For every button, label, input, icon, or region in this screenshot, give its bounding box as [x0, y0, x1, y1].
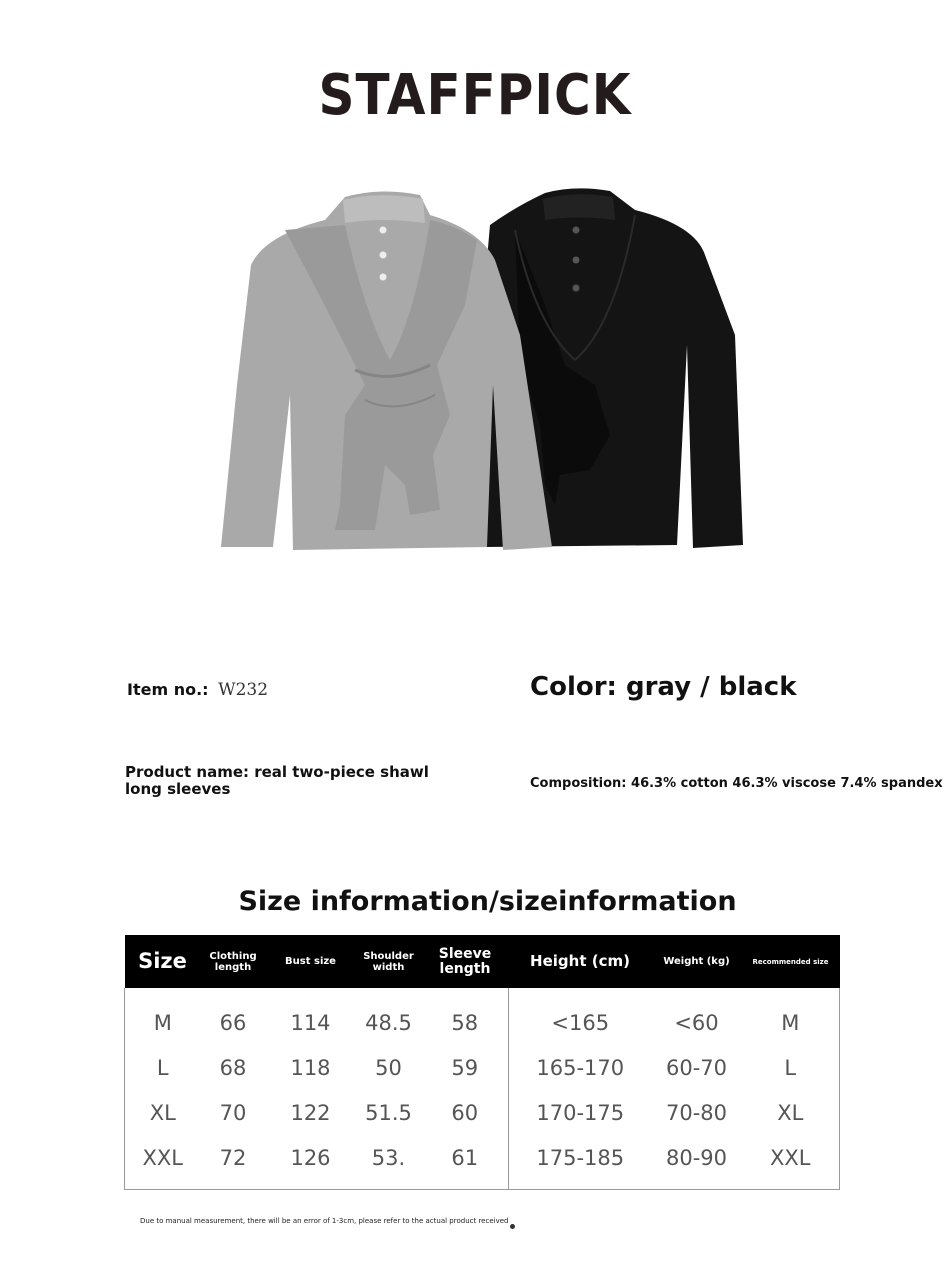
cell-clothing-length: 66 — [219, 1010, 247, 1035]
product-image — [215, 185, 750, 560]
cell-recommended: XL — [777, 1101, 804, 1126]
brand-logo: STAFFPICK — [318, 62, 632, 128]
header-bust-size: Bust size — [285, 956, 336, 967]
table-row — [125, 1091, 840, 1137]
cell-clothing-length: 70 — [219, 1101, 247, 1126]
cell-weight: 80-90 — [665, 1146, 728, 1171]
cell-clothing-length: 68 — [219, 1055, 247, 1080]
item-number-value: W232 — [218, 680, 269, 700]
table-header-row — [125, 935, 840, 988]
cell-bust: 118 — [290, 1055, 331, 1080]
cell-size: XXL — [142, 1146, 183, 1171]
measurement-footnote: Due to manual measurement, there will be an error of 1-3cm, please refer to the actual product received — [140, 1217, 509, 1225]
color-info: Color: gray / black — [530, 672, 797, 702]
header-weight: Weight (kg) — [663, 956, 730, 967]
cell-sleeve: 60 — [422, 1091, 509, 1137]
header-clothing-length: Clothing length — [209, 950, 257, 973]
cell-height: 165-170 — [536, 1055, 625, 1080]
table-row — [125, 1045, 840, 1091]
cell-bust: 122 — [290, 1101, 331, 1126]
header-shoulder-width: Shoulder width — [363, 950, 414, 973]
cell-size: XL — [149, 1101, 176, 1126]
header-recommended-size: Recommended size — [752, 957, 829, 966]
header-size: Size — [138, 949, 187, 973]
cell-height: 175-185 — [536, 1146, 625, 1171]
cell-shoulder: 51.5 — [365, 1101, 412, 1126]
cell-size: L — [156, 1055, 169, 1080]
cell-sleeve: 61 — [422, 1136, 509, 1189]
item-number — [127, 680, 268, 700]
product-name: Product name: real two-piece shawl long sleeves — [125, 763, 429, 798]
size-title: Size information/sizeinformation — [238, 886, 737, 917]
cell-weight: <60 — [674, 1010, 719, 1035]
size-table — [124, 935, 840, 1190]
cell-clothing-length: 72 — [219, 1146, 247, 1171]
cell-shoulder: 50 — [375, 1055, 402, 1080]
cell-shoulder: 48.5 — [365, 1010, 412, 1035]
table-row — [125, 988, 840, 1045]
decorative-dot — [510, 1224, 515, 1229]
cell-sleeve: 58 — [422, 988, 509, 1045]
cell-sleeve: 59 — [422, 1045, 509, 1091]
cell-weight: 70-80 — [665, 1101, 728, 1126]
cell-recommended: M — [781, 1010, 800, 1035]
cell-bust: 126 — [290, 1146, 331, 1171]
cell-height: <165 — [551, 1010, 610, 1035]
cell-recommended: L — [784, 1055, 797, 1080]
table-row — [125, 1136, 840, 1189]
cell-weight: 60-70 — [665, 1055, 728, 1080]
item-number-label: Item no.: — [127, 680, 209, 699]
cell-bust: 114 — [290, 1010, 331, 1035]
cell-shoulder: 53. — [371, 1146, 406, 1171]
cell-size: M — [153, 1010, 172, 1035]
header-sleeve-length: Sleeve length — [438, 945, 492, 977]
composition: Composition: 46.3% cotton 46.3% viscose 7.4% spandex — [530, 776, 943, 791]
cell-recommended: XXL — [770, 1146, 811, 1171]
cell-height: 170-175 — [536, 1101, 625, 1126]
header-height: Height (cm) — [530, 952, 630, 970]
